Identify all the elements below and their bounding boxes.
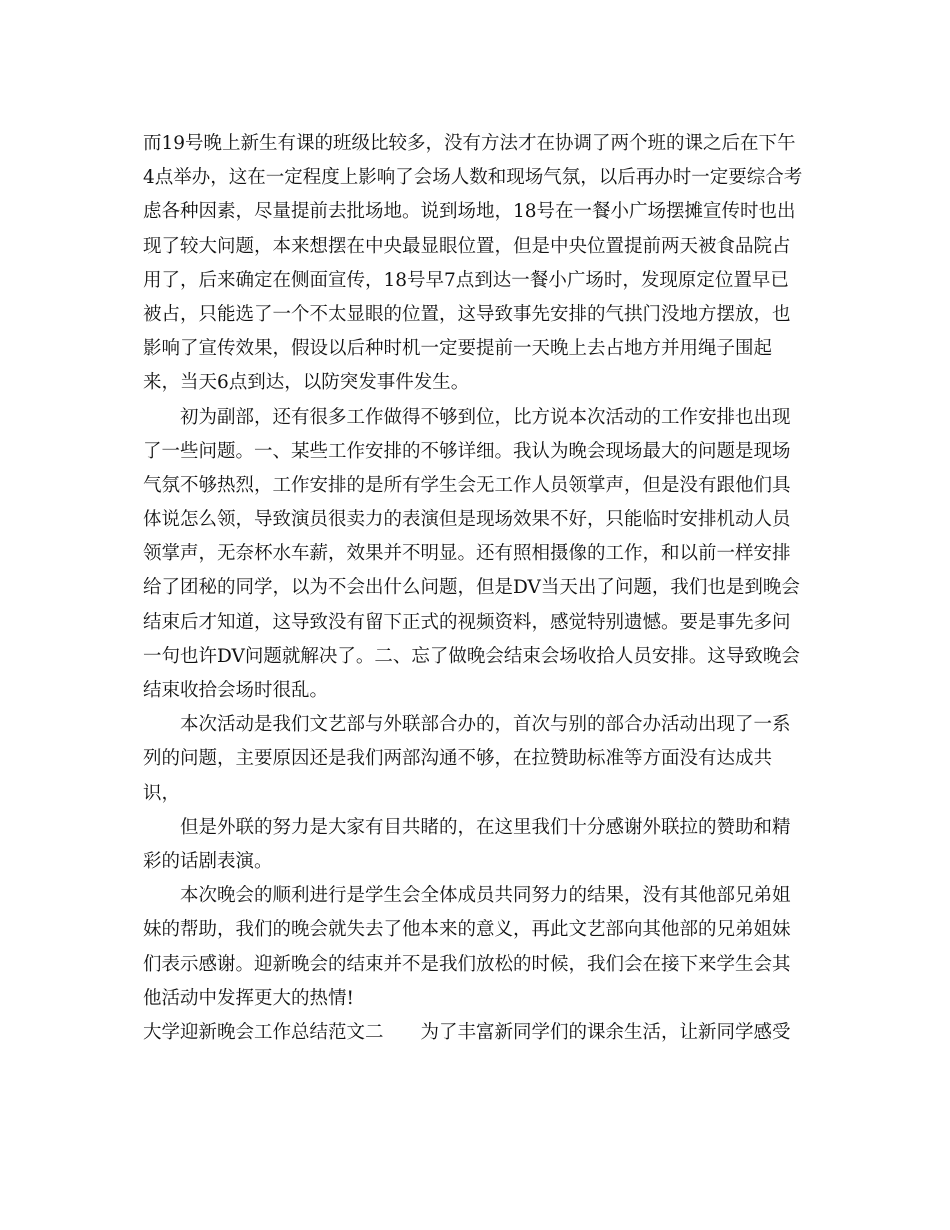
section-heading-line: 大学迎新晚会工作总结范文二 为了丰富新同学们的课余生活，让新同学感受 <box>143 1021 791 1043</box>
text-line: 而19号晚上新生有课的班级比较多，没有方法才在协调了两个班的课之后在下午 <box>143 133 796 154</box>
text-line: 彩的话剧表演。 <box>143 850 273 872</box>
text-line: 结束后才知道，这导致没有留下正式的视频资料，感觉特别遗憾。要是事先多问 <box>143 611 791 633</box>
text-line: 一句也许DV问题就解决了。二、忘了做晚会结束会场收拾人员安排。这导致晚会 <box>143 645 800 667</box>
text-line: 结束收拾会场时很乱。 <box>143 680 329 701</box>
text-line: 气氛不够热烈，工作安排的是所有学生会无工作人员领掌声，但是没有跟他们具 <box>143 474 791 496</box>
text-line: 体说怎么领，导致演员很卖力的表演但是现场效果不好，只能临时安排机动人员 <box>143 509 791 531</box>
text-line: 用了，后来确定在侧面宣传，18号早7点到达一餐小广场时，发现原定位置早已 <box>143 269 789 291</box>
paragraph-start-line: 但是外联的努力是大家有目共睹的，在这里我们十分感谢外联拉的赞助和精 <box>180 816 791 838</box>
text-line: 列的问题，主要原因还是我们两部沟通不够，在拉赞助标准等方面没有达成共 <box>143 748 773 770</box>
text-line: 影响了宣传效果，假设以后种时机一定要提前一天晚上去占地方并用绳子围起 <box>143 338 773 360</box>
text-line: 现了较大问题，本来想摆在中央最显眼位置，但是中央位置提前两天被食品院占 <box>143 235 791 257</box>
paragraph-start-line: 本次晚会的顺利进行是学生会全体成员共同努力的结果，没有其他部兄弟姐 <box>180 885 791 907</box>
text-line: 来，当天6点到达，以防突发事件发生。 <box>143 372 470 394</box>
text-line: 被占，只能选了一个不太显眼的位置，这导致事先安排的气拱门没地方摆放，也 <box>143 303 791 325</box>
text-line: 妹的帮助，我们的晚会就失去了他本来的意义，再此文艺部向其他部的兄弟姐妹 <box>143 919 791 941</box>
text-line: 他活动中发挥更大的热情! <box>143 987 354 1009</box>
text-line: 给了团秘的同学，以为不会出什么问题，但是DV当天出了问题，我们也是到晚会 <box>143 577 800 599</box>
paragraph-start-line: 本次活动是我们文艺部与外联部合办的，首次与别的部合办活动出现了一系 <box>180 714 791 736</box>
text-line: 领掌声，无奈杯水车薪，效果并不明显。还有照相摄像的工作，和以前一样安排 <box>143 543 791 565</box>
text-line: 虑各种因素，尽量提前去批场地。说到场地，18号在一餐小广场摆摊宣传时也出 <box>143 201 796 223</box>
text-line: 们表示感谢。迎新晚会的结束并不是我们放松的时候，我们会在接下来学生会其 <box>143 953 791 975</box>
paragraph-start-line: 初为副部，还有很多工作做得不够到位，比方说本次活动的工作安排也出现 <box>180 406 791 428</box>
text-line: 了一些问题。一、某些工作安排的不够详细。我认为晚会现场最大的问题是现场 <box>143 440 791 462</box>
document-body <box>143 127 823 1050</box>
text-line: 4点举办，这在一定程度上影响了会场人数和现场气氛，以后再办时一定要综合考 <box>143 167 803 189</box>
text-line: 识， <box>143 782 181 804</box>
